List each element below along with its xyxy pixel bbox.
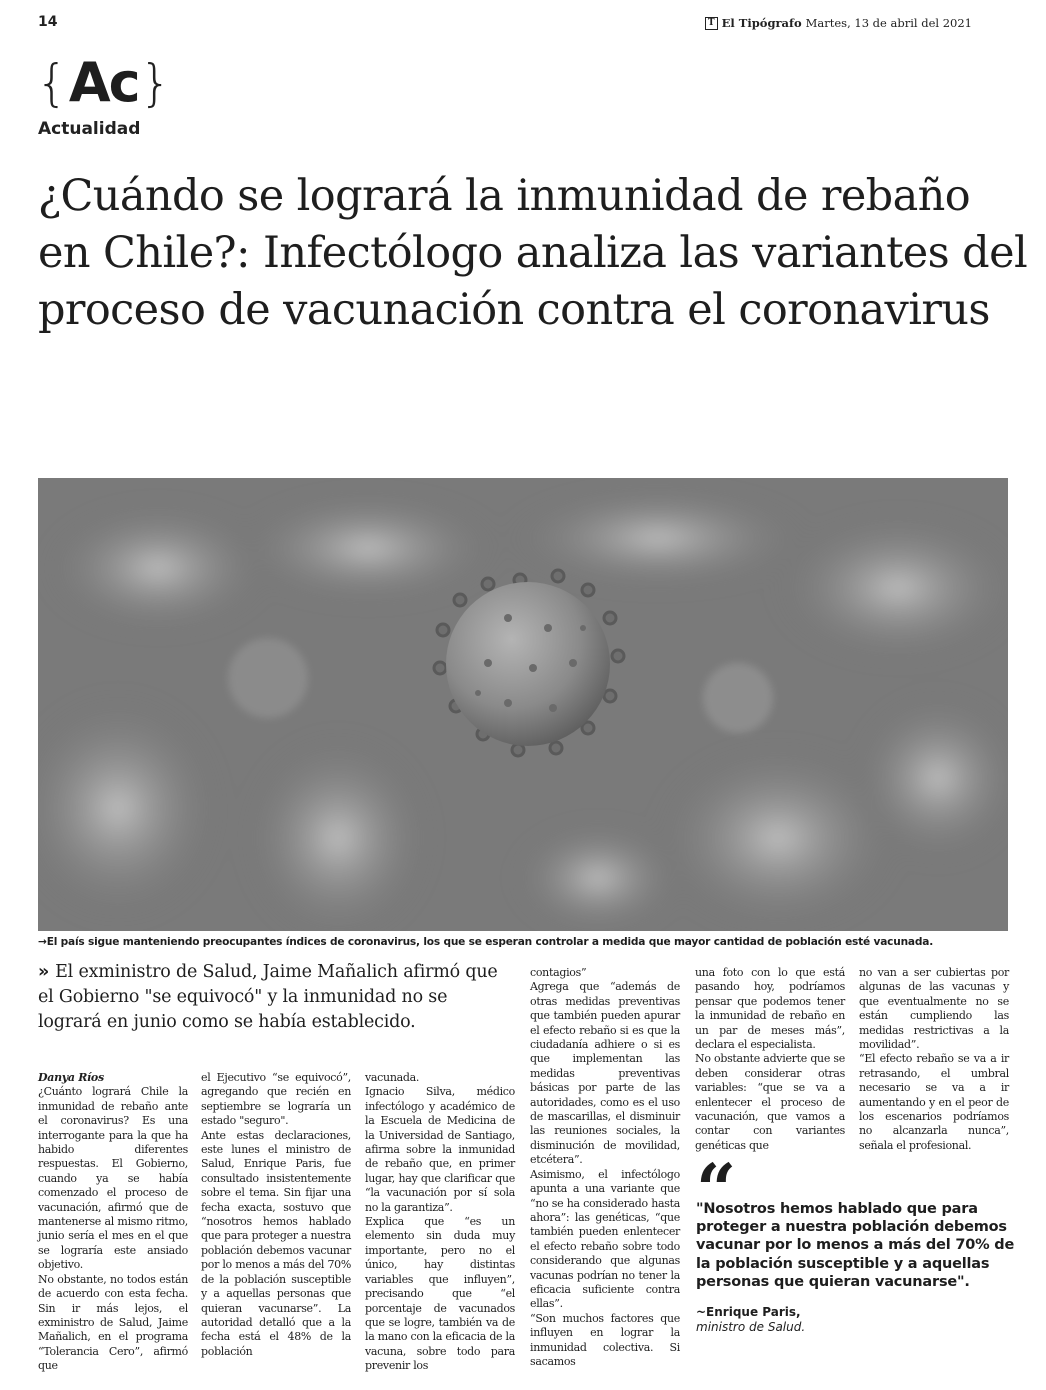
paragraph: “El efecto rebaño se va a ir retrasando, el umbral necesario se va a ir aumentando y en el peor de los escenarios podríamos no alcanzarla nunca”, señala el profesional.: [859, 1052, 1009, 1152]
pull-quote: "Nosotros hemos hablado que para proteger a nuestra población debemos vacunar por lo menos a más del 70% de la población susceptible y a aquellas personas que quieran vacunarse".: [696, 1201, 1015, 1290]
photo-caption: [38, 936, 1013, 948]
quote-mark-icon: “: [696, 1148, 737, 1231]
paragraph: Explica que “es un elemento sin duda muy importante, pero no el único, hay distintas variables que influyen”, precisando que “el porcentaje de vacunados que se logre, también va de la mano con la eficacia de la vacuna, sobre todo para prevenir los: [365, 1215, 515, 1373]
paragraph: Asimismo, el infectólogo apunta a una variante que “no se ha considerado hasta ahora”: las genéticas, “que también pueden enlentecer el efecto rebaño sobre todo considerando que algunas vacunas podrían no tener la eficacia suficiente contra ellas”.: [530, 1167, 680, 1311]
coronavirus-illustration: [38, 478, 1008, 931]
quote-attribution-role: ministro de Salud.: [696, 1320, 806, 1334]
paragraph: vacunada.: [365, 1071, 420, 1084]
paragraph: una foto con lo que está pasando hoy, podríamos pensar que podemos tener la inmunidad de rebaño en un par de meses más”, declara el especialista.: [695, 966, 845, 1052]
publication-date: Martes, 13 de abril del 2021: [805, 16, 972, 30]
paragraph: Ignacio Silva, médico infectólogo y académico de la Escuela de Medicina de la Universidad de Santiago, afirma sobre la inmunidad de rebaño que, en primer lugar, hay que clarificar que “la vacunación por sí sola no la garantiza”.: [365, 1085, 515, 1214]
article-column-6: [859, 966, 1009, 1153]
coronavirus-photo: [38, 478, 1008, 931]
paragraph: contagios”: [530, 966, 587, 979]
section-name: Actualidad: [38, 119, 141, 139]
paragraph: el Ejecutivo “se equivocó”, agregando que recién en septiembre se lograría un estado "seguro".: [201, 1071, 351, 1128]
lede: [38, 960, 508, 1035]
paragraph: Agrega que “además de otras medidas preventivas que también pueden apurar el efecto rebaño si es que la ciudadanía adhiere o si es que implementan las medidas preventivas básicas por parte de las autoridades, como es el uso de mascarillas, el disminuir las reuniones sociales, la disminución de movilidad, etcétera”.: [530, 980, 680, 1167]
article-column-4: [530, 966, 680, 1369]
lede-chevron-icon: »: [38, 962, 50, 982]
caption-arrow-icon: →: [38, 936, 47, 948]
page-number: 14: [38, 14, 58, 30]
section-code: Ac: [68, 51, 139, 114]
caption-text: El país sigue manteniendo preocupantes índices de coronavirus, los que se esperan controlar a medida que mayor cantidad de población esté vacunada.: [46, 936, 934, 948]
lede-text: El exministro de Salud, Jaime Mañalich afirmó que el Gobierno "se equivocó" y la inmunidad no se logrará en junio como se había establecido.: [38, 962, 498, 1032]
article-column-3: [365, 1071, 515, 1374]
section-brace-open: {: [36, 54, 68, 112]
paragraph: No obstante advierte que se deben considerar otras variables: “que se va a enlentecer el proceso de vacunación, que vamos a contar con variantes genéticas que: [695, 1052, 845, 1152]
publication-name: El Tipógrafo: [721, 16, 802, 30]
paragraph: “Son muchos factores que influyen en lograr la inmunidad colectiva. Si sacamos: [530, 1311, 680, 1368]
byline: Danya Ríos: [38, 1071, 104, 1084]
section-brace-close: }: [139, 54, 172, 112]
paragraph: no van a ser cubiertas por algunas de las vacunas y que eventualmente no se están cumpliendo las medidas restrictivas a la movilidad”.: [859, 966, 1009, 1052]
section-mark: [36, 51, 172, 114]
article-column-2: [201, 1071, 351, 1359]
headline: ¿Cuándo se logrará la inmunidad de rebaño en Chile?: Infectólogo analiza las variantes del proceso de vacunación contra el coronavirus: [38, 171, 1028, 335]
article-column-5: [695, 966, 845, 1153]
publication-logo-icon: T: [705, 17, 718, 30]
paragraph: No obstante, no todos están de acuerdo con esta fecha. Sin ir más lejos, el exministro de Salud, Jaime Mañalich, en el programa “Tolerancia Cero”, afirmó que: [38, 1272, 188, 1373]
paragraph: Ante estas declaraciones, este lunes el ministro de Salud, Enrique Paris, fue consultado insistentemente sobre el tema. Sin fijar una fecha exacta, sostuvo que “nosotros hemos hablado que para proteger a nuestra población debemos vacunar por lo menos a más del 70% de la población susceptible y a aquellas personas que quieran vacunarse”. La autoridad detalló que a la fecha está el 48% de la población: [201, 1128, 351, 1358]
quote-attribution-name: ~Enrique Paris,: [696, 1305, 801, 1319]
paragraph: ¿Cuánto logrará Chile la inmunidad de rebaño ante el coronavirus? Es una interrogante para la que ha habido diferentes respuestas. El Gobierno, cuando ya se había comenzado el proceso de vacunación, afirmó que de mantenerse al mismo ritmo, junio sería el mes en el que se lograría este ansiado objetivo.: [38, 1085, 188, 1272]
article-column-1: [38, 1071, 188, 1374]
masthead: [705, 16, 972, 30]
